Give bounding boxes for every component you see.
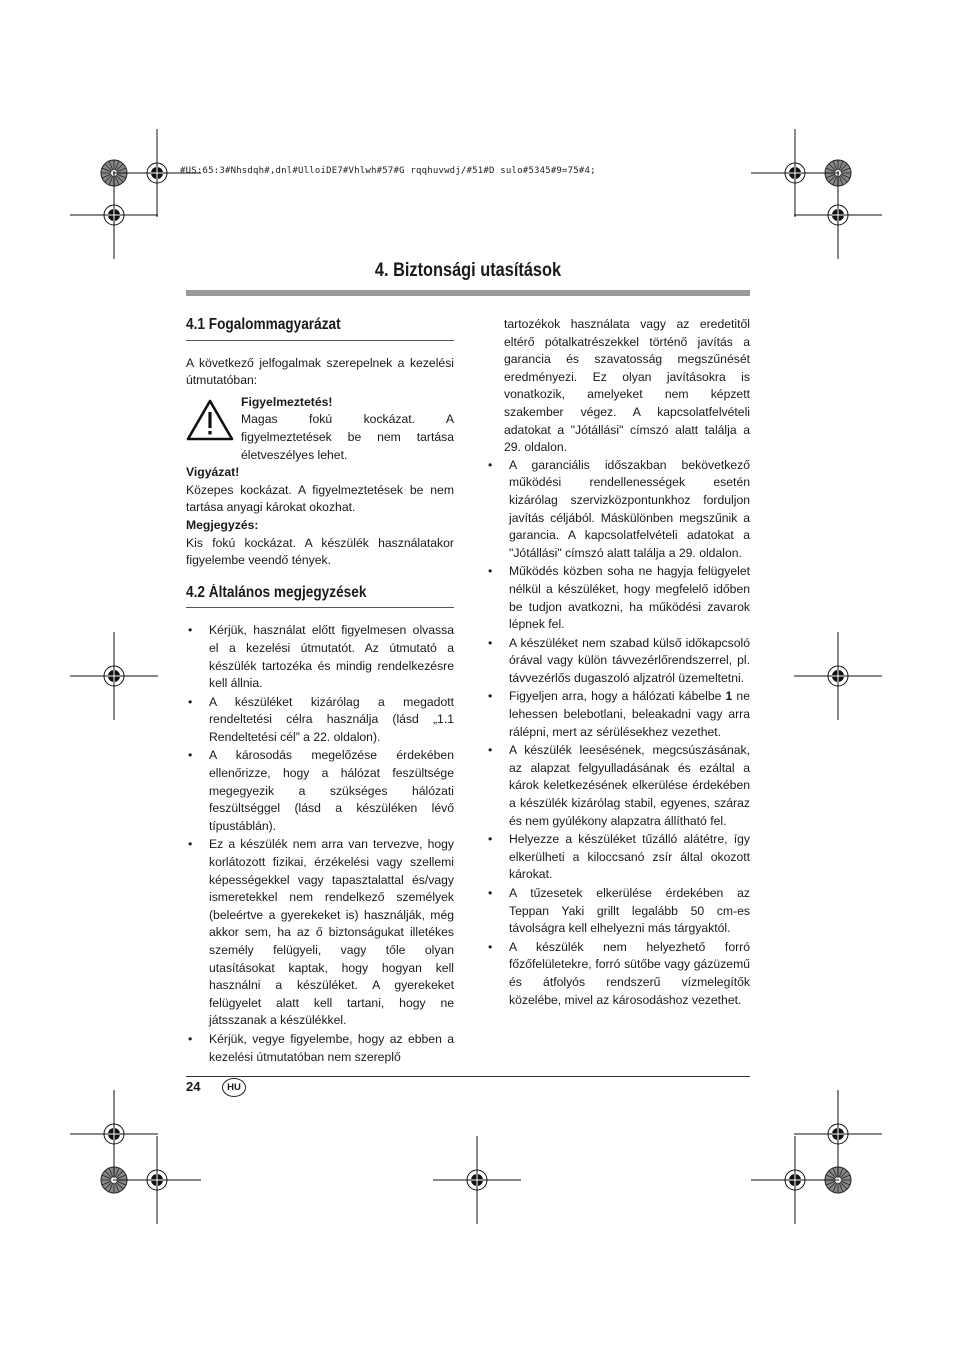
note-text: Kis fokú kockázat. A készülék használatakor figyelembe veendő tények. bbox=[186, 535, 454, 568]
left-column bbox=[186, 316, 454, 1067]
title-rule bbox=[186, 290, 750, 296]
list-item: • Helyezze a készüléket tűzálló alátétre, így elkerülheti a kiloccsanó zsír által okozott károkat. bbox=[486, 831, 750, 884]
caution-text: Közepes kockázat. A figyelmeztetések be nem tartása anyagi károkat okozhat. bbox=[186, 482, 454, 515]
warning-block bbox=[186, 394, 454, 464]
general-notes-list-left bbox=[186, 622, 454, 1066]
language-badge: HU bbox=[222, 1078, 246, 1097]
right-column bbox=[486, 316, 750, 1010]
print-slug: #US:65:3#Nhsdqh#,dnl#UlloiDE7#Vhlwh#57#G rqqhuvwdj/#51#D sulo#5345#9=75#4; bbox=[180, 166, 596, 176]
footer-rule bbox=[186, 1076, 750, 1077]
warning-text: Magas fokú kockázat. A figyelmeztetések be nem tartása életveszélyes lehet. bbox=[241, 412, 454, 462]
note-label: Megjegyzés: bbox=[186, 517, 259, 532]
section-heading-4-1: 4.1 Fogalommagyarázat bbox=[186, 316, 454, 341]
crosshair-mark-icon bbox=[794, 1090, 882, 1178]
page-number: 24 bbox=[186, 1079, 201, 1094]
list-item: • A készüléket kizárólag a megadott rendeltetési célra használja (lásd „1.1 Rendeltetési cél” a 22. oldalon). bbox=[186, 694, 454, 747]
warning-triangle-icon bbox=[186, 398, 234, 442]
general-notes-list-right bbox=[486, 457, 750, 1009]
list-item: • A készülék nem helyezhető forró főzőfelületekre, forró sütőbe vagy gázüzemű és átfolyós rendszerű vízmelegítők közelébe, mivel az károsodáshoz vezethet. bbox=[486, 939, 750, 1009]
caution-label: Vigyázat! bbox=[186, 465, 240, 480]
section-heading-4-2: 4.2 Általános megjegyzések bbox=[186, 584, 454, 609]
list-item: • A garanciális időszakban bekövetkező működési rendellenességek esetén kizárólag szervizközpontunkhoz forduljon javítás céljából. Máskülönben megszűnik a garancia. A kapcsolatfelvételi adatokat a "Jótállási" címszó alatt találja a 29. oldalon. bbox=[486, 457, 750, 563]
crosshair-mark-icon bbox=[794, 632, 882, 720]
crosshair-mark-icon bbox=[751, 129, 839, 217]
list-item: • A károsodás megelőzése érdekében ellenőrizze, hogy a hálózat feszültsége megegyezik a szükséges hálózati feszültséggel (lásd a készüléken lévő típustáblán). bbox=[186, 747, 454, 835]
warning-label: Figyelmeztetés! bbox=[241, 394, 333, 409]
list-item: • A készülék leesésének, megcsúszásának, az alapzat felgyulladásának és ezáltal a károk keletkezésének elkerülése érdekében a készülék kizárólag stabil, egyenes, száraz és nem gyúlékony alapzatra állítható fel. bbox=[486, 742, 750, 830]
list-item: • A készüléket nem szabad külső időkapcsoló órával vagy külön távvezérlőrendszerrel, pl. távvezérlős dugaszoló aljzatról üzemeltetni. bbox=[486, 635, 750, 688]
crosshair-mark-icon bbox=[70, 632, 158, 720]
crosshair-mark-icon bbox=[113, 1136, 201, 1224]
list-item: • Ez a készülék nem arra van tervezve, hogy korlátozott fizikai, érzékelési vagy szellemi képességekkel vagy tapasztalattal és/vagy ismeretekkel nem rendelkező személyek (beleértve a gyerekeket is) használják, még akkor sem, ha az ő biztonságukat illetékes személy felügyeli, vagy tőle olyan utasításokat kaptak, hogy hogyan kell használni a készüléket. A gyerekeket felügyelet alatt kell tartani, hogy ne játsszanak a készülékkel. bbox=[186, 836, 454, 1030]
list-item: • Kérjük, használat előtt figyelmesen olvassa el a kezelési útmutatót. Az útmutató a készülék tartozéka és mindig rendelkezésre kell állnia. bbox=[186, 622, 454, 692]
list-item: • Figyeljen arra, hogy a hálózati kábelbe 1 ne lehessen belebotlani, beleakadni vagy arra rálépni, mert az sérülésekhez vezethet. bbox=[486, 688, 750, 741]
crosshair-mark-icon bbox=[70, 171, 158, 259]
list-item: • Működés közben soha ne hagyja felügyelet nélkül a készüléket, hogy megfelelő időben be tudjon avatkozni, ha működési zavarok lépnek fel. bbox=[486, 563, 750, 633]
crosshair-mark-icon bbox=[751, 1136, 839, 1224]
list-item: • A tűzesetek elkerülése érdekében az Teppan Yaki grillt legalább 50 cm-es távolságra kell elhelyezni más tárgyaktól. bbox=[486, 885, 750, 938]
list-item: • Kérjük, vegye figyelembe, hogy az ebben a kezelési útmutatóban nem szereplő bbox=[186, 1031, 454, 1066]
list-item-continuation: tartozékok használata vagy az eredetitől eltérő pótalkatrészekkel történő javítás a garancia és szavatosság megszűnését eredményezi. Ez olyan javításokra is vonatkozik, amelyeket nem képzett szakember végez. A kapcsolatfelvételi adatokat a "Jótállási" címszó alatt találja a 29. oldalon. bbox=[504, 317, 750, 455]
crosshair-mark-icon bbox=[794, 171, 882, 259]
crosshair-mark-icon bbox=[70, 1090, 158, 1178]
crosshair-mark-icon bbox=[433, 1136, 521, 1224]
cable-reference-number: 1 bbox=[725, 689, 733, 704]
page-title: 4. Biztonsági utasítások bbox=[374, 260, 562, 281]
intro-text: A következő jelfogalmak szerepelnek a kezelési útmutatóban: bbox=[186, 355, 454, 388]
